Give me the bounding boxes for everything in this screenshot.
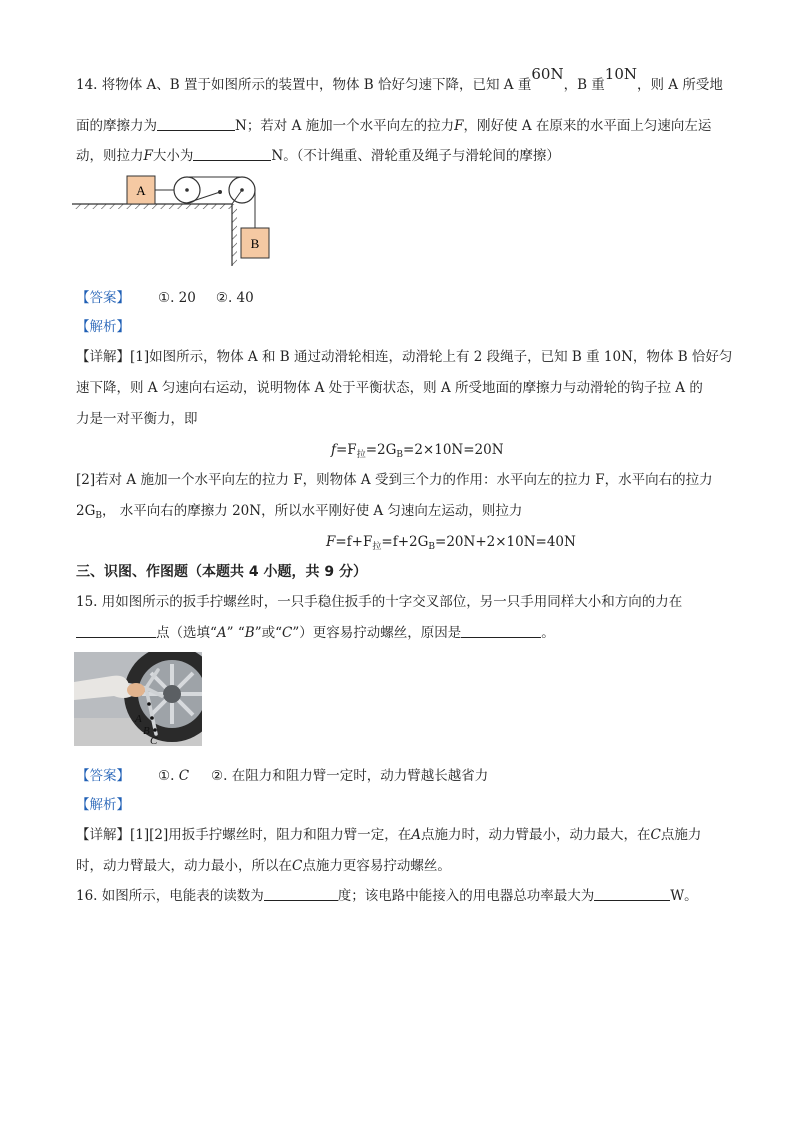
eq-part: =f+2G xyxy=(381,534,429,550)
detail-text: 时，动力臂最大，动力最小，所以在 xyxy=(76,858,292,874)
answer-blank-4[interactable] xyxy=(461,623,541,638)
point-ref: C xyxy=(292,858,303,874)
q14-text: N。（不计绳重、滑轮重及绳子与滑轮间的摩擦） xyxy=(271,148,560,164)
q15-text: 。 xyxy=(541,625,555,641)
q14-analysis xyxy=(76,317,130,337)
q14-text: 面的摩擦力为 xyxy=(76,118,157,134)
point-b-label: B xyxy=(143,725,150,737)
eq-part: =20N+2×10N=40N xyxy=(435,534,576,550)
q14-detail-l3 xyxy=(76,409,198,429)
q14-detail-l2 xyxy=(76,378,703,398)
q14-text: 大小为 xyxy=(152,148,194,164)
eq-part: =2×10N=20N xyxy=(403,442,504,458)
answer-blank-5[interactable] xyxy=(264,886,338,901)
q14-detail-l1 xyxy=(76,347,732,367)
q16-line1 xyxy=(76,886,698,906)
answer-2: ②. 40 xyxy=(215,290,254,306)
eq-part: =2G xyxy=(365,442,397,458)
block-a-label: A xyxy=(136,183,146,198)
answer-1: C xyxy=(178,768,190,784)
q14-text: 动，则拉力 xyxy=(76,148,144,164)
q15-detail-l2 xyxy=(76,856,451,876)
option-a: A xyxy=(216,625,227,641)
q16-text: 度；该电路中能接入的用电器总功率最大为 xyxy=(337,888,595,904)
movable-pulley-axle xyxy=(185,188,189,192)
option-b: B xyxy=(244,625,255,641)
q15-text: ”）更容易拧动螺丝，原因是 xyxy=(292,625,462,641)
point-c-dot xyxy=(153,728,157,732)
wall-hatch xyxy=(232,204,237,266)
answer-1-prefix: ①. xyxy=(158,768,175,784)
answer-tag: 【答案】 xyxy=(76,290,130,306)
q14-text: ，则 A 所受地 xyxy=(637,77,723,93)
force-symbol: F xyxy=(454,118,464,134)
point-a-label: A xyxy=(135,713,142,725)
eq-symbol: f xyxy=(331,442,336,458)
q14-equation-2 xyxy=(326,532,576,557)
detail-text: [2]若对 A 施加一个水平向左的拉力 F，则物体 A 受到三个力的作用：水平向左的拉力 F，水平向右的拉力 xyxy=(76,472,713,488)
answer-blank-2[interactable] xyxy=(193,146,271,161)
detail-tag: 【详解】 xyxy=(76,349,130,365)
q15-answer xyxy=(76,766,488,786)
q14-detail-l5 xyxy=(76,501,522,526)
section-title: 三、识图、作图题（本题共 4 小题，共 9 分） xyxy=(76,564,367,580)
hub xyxy=(163,685,181,703)
detail-text: 2G xyxy=(76,503,96,519)
detail-text: 速下降，则 A 匀速向右运动，说明物体 A 处于平衡状态，则 A 所受地面的摩擦力与动滑轮的钩子拉 A 的 xyxy=(76,380,703,396)
q15-line1 xyxy=(76,592,682,612)
point-b-dot xyxy=(150,716,154,720)
q14-line3 xyxy=(76,146,560,166)
q16-text: 16. 如图所示，电能表的读数为 xyxy=(76,888,264,904)
q15-text: ” “ xyxy=(226,625,245,641)
detail-text: 点施力更容易拧动螺丝。 xyxy=(302,858,451,874)
detail-tag: 【详解】 xyxy=(76,827,130,843)
eq-subscript: B xyxy=(428,542,436,552)
answer-1: ①. 20 xyxy=(158,290,196,306)
detail-text: [1]如图所示，物体 A 和 B 通过动滑轮相连，动滑轮上有 2 段绳子，已知 B 重 10N，物体 B 恰好匀 xyxy=(130,349,733,365)
q16-text: W。 xyxy=(670,888,698,904)
weight-a: 60N xyxy=(531,65,564,83)
weight-b: 10N xyxy=(604,65,638,83)
detail-text: [1][2]用扳手拧螺丝时，阻力和阻力臂一定，在 xyxy=(130,827,412,843)
q14-answer xyxy=(76,288,254,308)
eq-subscript: B xyxy=(95,511,102,521)
q14-equation-1 xyxy=(331,440,504,465)
answer-blank-1[interactable] xyxy=(157,116,235,131)
rope-bottom xyxy=(187,192,220,203)
q14-text: ，B 重 xyxy=(563,77,605,93)
q15-line2 xyxy=(76,623,555,643)
eq-symbol: F xyxy=(326,534,336,550)
detail-text: 点施力 xyxy=(660,827,702,843)
point-a-dot xyxy=(147,702,151,706)
eq-part: =f+F xyxy=(335,534,373,550)
point-ref: C xyxy=(650,827,661,843)
rope-anchor xyxy=(218,190,222,194)
q14-text: 14. 将物体 A、B 置于如图所示的装置中，物体 B 恰好匀速下降，已知 A 重 xyxy=(76,77,532,93)
eq-subscript: B xyxy=(396,450,404,460)
q15-text: ”或“ xyxy=(254,625,282,641)
point-ref: A xyxy=(411,827,421,843)
force-symbol: F xyxy=(143,148,153,164)
wrench-photo xyxy=(74,652,202,746)
option-c: C xyxy=(282,625,293,641)
ground-hatch xyxy=(72,204,232,209)
point-c-label: C xyxy=(150,735,158,746)
q15-detail-l1 xyxy=(76,825,701,845)
answer-blank-6[interactable] xyxy=(594,886,670,901)
detail-text: 力是一对平衡力，即 xyxy=(76,411,198,427)
answer-blank-3[interactable] xyxy=(76,623,156,638)
analysis-tag: 【解析】 xyxy=(76,319,130,335)
q15-analysis xyxy=(76,795,130,815)
q14-text: N；若对 A 施加一个水平向左的拉力 xyxy=(235,118,455,134)
q14-line2 xyxy=(76,116,711,136)
eq-subscript: 拉 xyxy=(372,542,382,552)
eq-subscript: 拉 xyxy=(356,450,366,460)
detail-text: 点施力时，动力臂最小，动力最大，在 xyxy=(421,827,651,843)
q14-text: ，刚好使 A 在原来的水平面上匀速向左运 xyxy=(463,118,712,134)
detail-text: ， 水平向右的摩擦力 20N，所以水平刚好使 A 匀速向左运动，则拉力 xyxy=(102,503,523,519)
block-b-label: B xyxy=(250,236,260,251)
q14-detail-l4 xyxy=(76,470,713,490)
pulley-diagram xyxy=(72,170,282,270)
q14-line1 xyxy=(76,65,723,95)
eq-part: =F xyxy=(336,442,357,458)
answer-tag: 【答案】 xyxy=(76,768,130,784)
q15-text: 点（选填“ xyxy=(156,625,217,641)
q15-text: 15. 用如图所示的扳手拧螺丝时，一只手稳住扳手的十字交叉部位，另一只手用同样大小和方向的力在 xyxy=(76,594,683,610)
hand xyxy=(127,683,145,697)
analysis-tag: 【解析】 xyxy=(76,797,130,813)
answer-2: ②. 在阻力和阻力臂一定时，动力臂越长越省力 xyxy=(211,768,489,784)
